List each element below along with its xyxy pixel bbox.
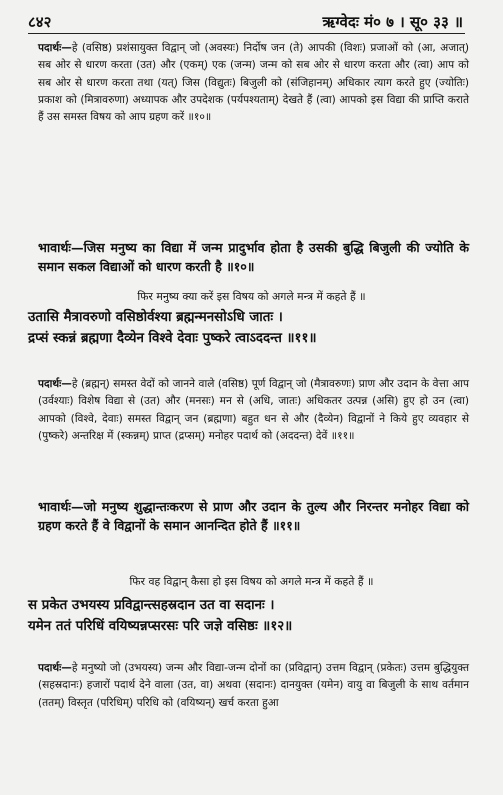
mantra-line: उतासि मैत्रावरुणो वसिष्ठोर्वश्या ब्रह्मन्मनसोऽधि जातः । xyxy=(28,310,283,325)
padartha-text: हे (ब्रह्मन्) समस्त वेदों को जानने वाले (वसिष्ठ) पूर्ण विद्वान् जो (मैत्रावरुणः) प्राण और उदान के वेत्ता आप (उर्वश्याः) विशेष विद्या से (उत) और (मनसः) मन से (अधि, जातः) अधिकतर उत्पन्न (असि) हुए हो उन (त्वा) आपको (विश्वे, देवाः) समस्त विद्वान् जन (ब्रह्मणा) बहुत धन से और (दैव्येन) विद्वानों ने किये हुए व्यवहार से (पुष्करे) अन्तरिक्ष में (स्कन्नम्) प्राप्त (द्रप्सम्) मनोहर पदार्थ को (अददन्त) देवें ॥११॥ xyxy=(38,378,469,442)
bhavartha-text: जो मनुष्य शुद्धान्तःकरण से प्राण और उदान के तुल्य और निरन्तर मनोहर विद्या को ग्रहण करते हैं वे विद्वानों के समान आनन्दित होते हैं ॥११॥ xyxy=(38,499,469,534)
bhavartha-label: भावार्थः— xyxy=(38,240,84,255)
mantra-12 xyxy=(28,595,473,637)
bhavartha-10 xyxy=(38,238,469,276)
mantra-11 xyxy=(28,307,473,349)
intro-11: फिर मनुष्य क्या करें इस विषय को अगले मन्त्र में कहते हैं ॥ xyxy=(137,290,366,303)
padartha-text: हे (वसिष्ठ) प्रशंसायुक्त विद्वान् जो (अवस्यः) निर्दोष जन (ते) आपकी (विशः) प्रजाओं को (आ, अजात्) सब ओर से धारण करता (उत) और (एकम्) एक (जन्म) जन्म को सब ओर से धारण करता और (त्वा) आप को सब ओर से धारण करता तथा (यत्) जिस (विद्युतः) बिजुली को (संजिहानम्) अधिकार त्याग करते हुए (ज्योतिः) प्रकाश को (मित्रावरुणा) अध्यापक और उपदेशक (पर्यपश्यताम्) देखते हैं (त्वा) आपको इस विद्या की प्राप्ति कराते हैं उस समस्त विषय को आप ग्रहण करें ॥१०॥ xyxy=(38,42,469,124)
bhavartha-text: जिस मनुष्य का विद्या में जन्म प्रादुर्भाव होता है उसकी बुद्धि बिजुली की ज्योति के समान सकल विद्याओं को धारण करती है ॥१०॥ xyxy=(38,240,469,275)
padartha-11 xyxy=(38,376,469,445)
mantra-line: यमेन ततं परिधिं वयिष्यन्नप्सरसः परि जज्ञे वसिष्ठः ॥१२॥ xyxy=(28,619,293,634)
padartha-label: पदार्थः— xyxy=(38,662,72,674)
mantra-line: स प्रकेत उभयस्य प्रविद्वान्त्सहस्रदान उत वा सदानः । xyxy=(28,598,275,613)
padartha-label: पदार्थः— xyxy=(38,42,72,54)
bhavartha-label: भावार्थः— xyxy=(38,499,84,514)
page-number: ८४२ xyxy=(28,13,52,31)
padartha-label: पदार्थः— xyxy=(38,378,72,390)
padartha-10 xyxy=(38,40,469,126)
padartha-12 xyxy=(38,660,469,712)
header-rule xyxy=(28,33,465,34)
running-title: ऋग्वेदः मं० ७ । सू० ३३ ॥ xyxy=(322,13,463,31)
padartha-text: हे मनुष्यो जो (उभयस्य) जन्म और विद्या-जन्म दोनों का (प्रविद्वान्) उत्तम विद्वान् (प्रकेतः) उत्तम बुद्धियुक्त (सहस्रदानः) हजारों पदार्थ देने वाला (उत, वा) अथवा (सदानः) दानयुक्त (यमेन) वायु वा बिजुली के साथ वर्तमान (ततम्) विस्तृत (परिधिम्) परिधि को (वयिष्यन्) खर्च करता हुआ xyxy=(38,662,469,709)
page-header xyxy=(28,8,463,32)
intro-12: फिर वह विद्वान् कैसा हो इस विषय को अगले मन्त्र में कहते हैं ॥ xyxy=(129,575,374,588)
mantra-line: द्रप्सं स्कन्नं ब्रह्मणा दैव्येन विश्वे देवाः पुष्करे त्वाऽददन्त ॥११॥ xyxy=(28,331,317,346)
bhavartha-11 xyxy=(38,497,469,535)
